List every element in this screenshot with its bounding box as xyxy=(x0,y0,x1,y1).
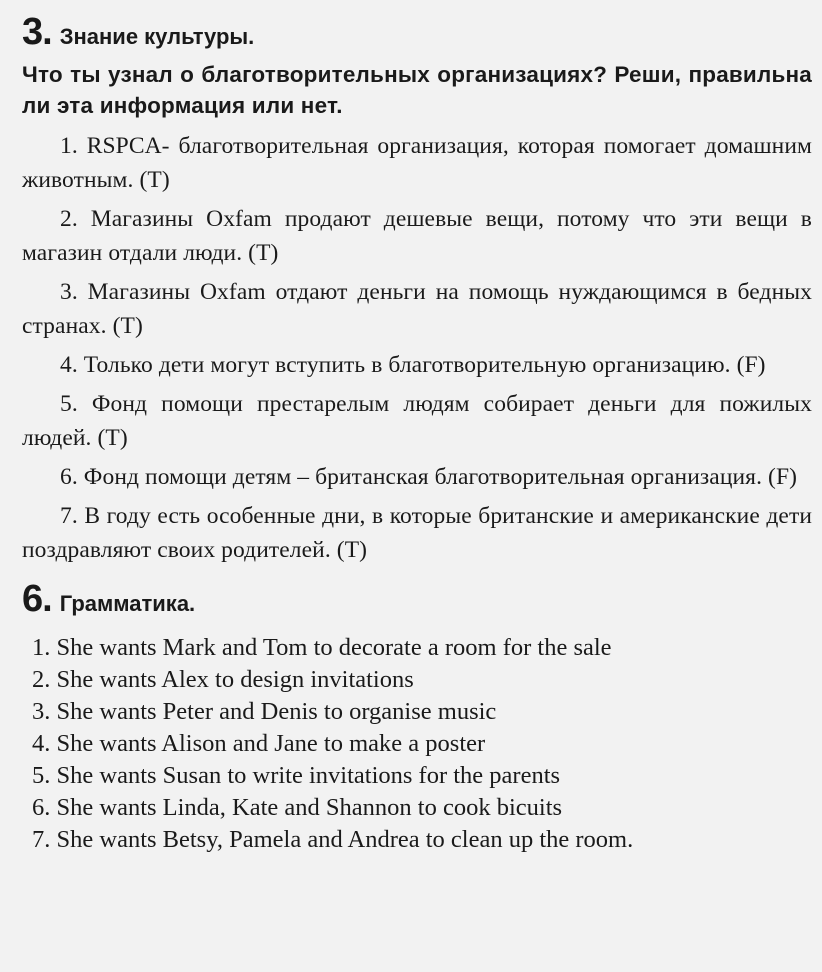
list-item: 5. Фонд помощи престарелым людям собирает деньги для пожилых людей. (T) xyxy=(22,391,812,451)
list-item: 7. She wants Betsy, Pamela and Andrea to clean up the room. xyxy=(32,826,634,853)
section-number: 6. xyxy=(22,578,52,620)
list-item: 4. Только дети могут вступить в благотворительную организацию. (F) xyxy=(60,352,766,378)
list-item: 1. RSPCA- благотворительная организация, которая помогает домашним животным. (T) xyxy=(22,133,812,193)
document-page xyxy=(22,12,812,856)
list-item: 6. She wants Linda, Kate and Shannon to cook bicuits xyxy=(32,794,563,821)
section-title: Знание культуры. xyxy=(59,24,255,49)
list-item: 2. Магазины Oxfam продают дешевые вещи, потому что эти вещи в магазин отдали люди. (T) xyxy=(22,206,812,266)
section-heading xyxy=(22,579,812,624)
list-item: 3. Магазины Oxfam отдают деньги на помощь нуждающимся в бедных странах. (T) xyxy=(22,279,812,339)
section-number: 3. xyxy=(22,11,52,53)
list-item: 3. She wants Peter and Denis to organise music xyxy=(32,698,497,725)
list-item: 7. В году есть особенные дни, в которые британские и американские дети поздравляют своих родителей. (T) xyxy=(22,503,812,563)
list-item: 6. Фонд помощи детям – британская благотворительная организация. (F) xyxy=(60,464,798,490)
list-item: 1. She wants Mark and Tom to decorate a room for the sale xyxy=(32,634,612,661)
section-title: Грамматика. xyxy=(59,591,196,616)
grammar-answer-list xyxy=(22,632,812,856)
list-item: 5. She wants Susan to write invitations for the parents xyxy=(32,762,561,789)
culture-statement-list xyxy=(22,129,812,567)
list-item: 2. She wants Alex to design invitations xyxy=(32,666,414,693)
list-item: 4. She wants Alison and Jane to make a poster xyxy=(32,730,486,757)
section-heading xyxy=(22,12,812,57)
instruction-text: Что ты узнал о благотворительных организациях? Реши, правильна ли эта информация или нет. xyxy=(22,62,812,118)
section-culture xyxy=(22,12,812,567)
section-grammar xyxy=(22,579,812,856)
